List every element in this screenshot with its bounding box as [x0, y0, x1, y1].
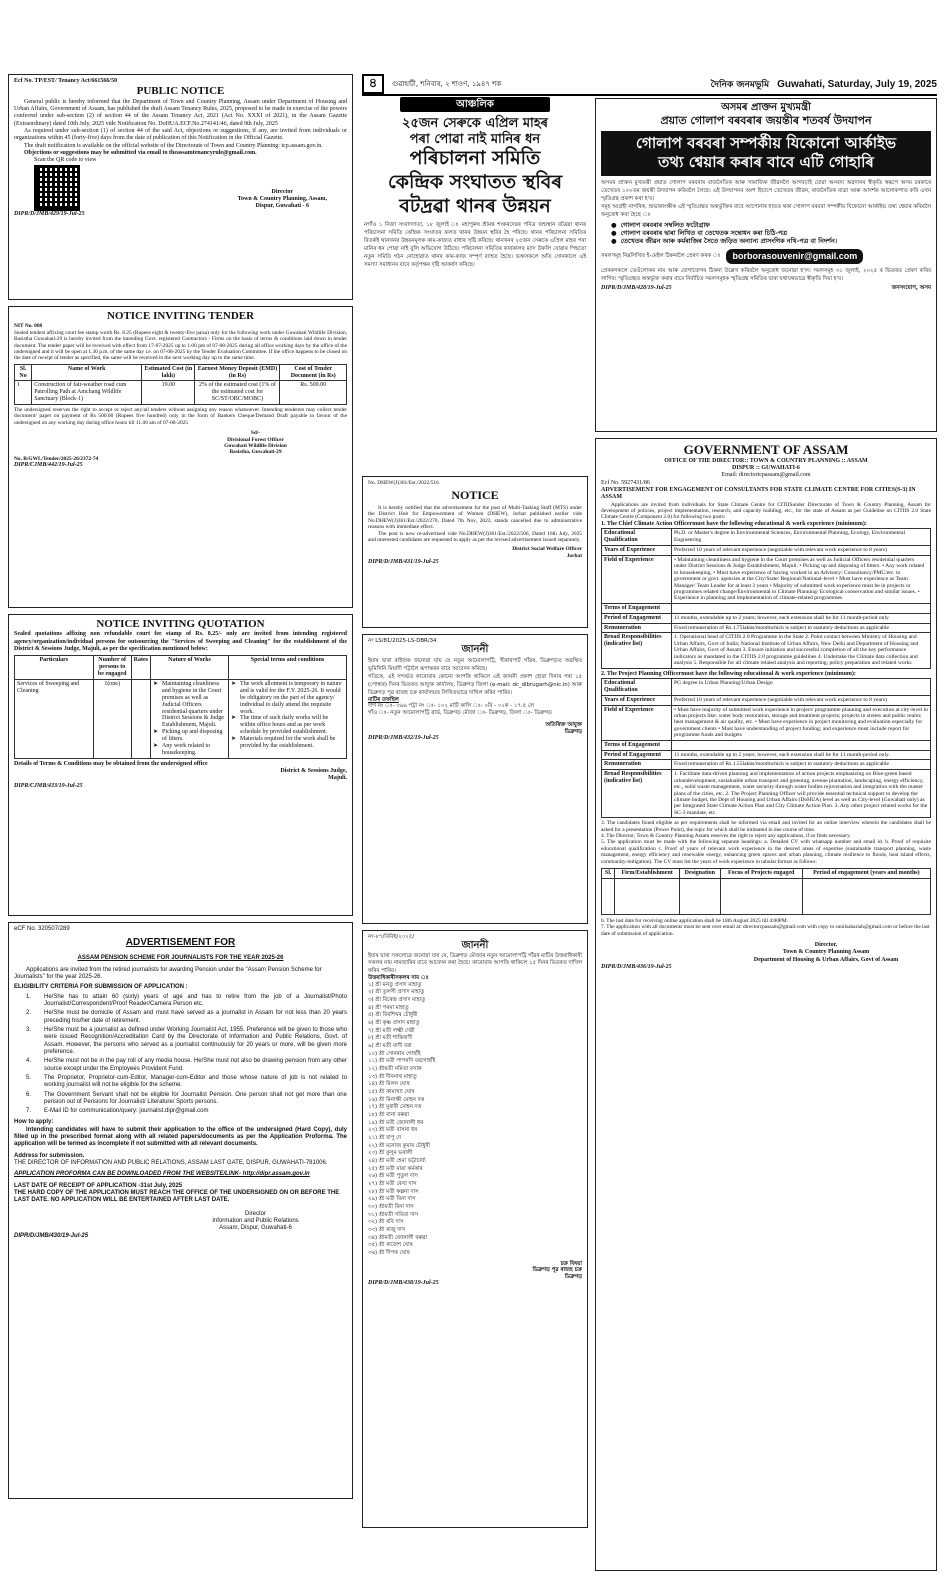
heir-item: ২৮) শ্ৰী মতী কল্পনা দাস [368, 1188, 419, 1195]
quotation-title: NOTICE INVITING QUOTATION [96, 618, 265, 630]
row-value: Ph.D. or Master's degree in Environmental Sciences, Environmental Planning, Ecology, Environmental Engineering [672, 529, 931, 546]
row-value [672, 603, 931, 613]
table-row [602, 760, 931, 770]
dhew-sign-2: Jorhat [566, 552, 582, 559]
quotation-notice [8, 614, 353, 916]
pension-last-date: LAST DATE OF RECEIPT OF APPLICATION -31st July, 2025 [14, 1182, 183, 1189]
janani2-sign-1: চক্ৰ বিষয়া [560, 1260, 582, 1267]
tender-sd: Sd/- [250, 430, 261, 437]
pension-sign-3: Assam, Dispur, Guwahati-6 [219, 1225, 292, 1232]
gov-title: GOVERNMENT OF ASSAM [683, 442, 849, 457]
pension-ref: eCF No. 320507/289 [14, 926, 70, 932]
archive-banner-2: তথ্য শ্বেয়াৰ কৰাৰ বাবে এটি গোহাৰি [658, 153, 874, 172]
heir-item: ২৫) শ্ৰী মতী মায়া কৰ্মকাৰ [368, 1165, 423, 1172]
headline-5: বটদ্ৰৱা থানৰ উন্নয়ন [399, 194, 551, 217]
gov-sign-1: Director, [814, 941, 838, 948]
table-row [602, 705, 931, 740]
post1-title: 1. The Chief Climate Action Officermust have the following educational & work experience (minimum): [601, 520, 867, 527]
criteria-text: He/She has to attain 60 (sixty) years of age and has to retire from the job of a Journalist/Photo Journalist/Correspondent/Proof Reader/Camera Person etc. [44, 993, 347, 1008]
row-label: Educational Qualification [602, 529, 672, 546]
gov-sign-2: Town & Country Planning Assam [782, 949, 870, 956]
govt-advertisement [595, 438, 937, 1571]
janani1-body2: গতিকে, এই সন্দৰ্ভত কাৰোবাৰ কোনো আপত্তি থাকিলে এই জাননী প্ৰকাশ হোৱা দিনাৰ পৰা ১৫ (পোন্ধৰ) দিনৰ ভিতৰত আযুক্ত কাৰ্যালয়, ডিব্ৰুগড় জিলা (e-mail: dc_dibrugarh@nic.in) আৰু ডিব্ৰুগড় পূৱ ৰাজহ চক্ৰ কাৰ্যালয়ত লিখিতভাৱে দাখিল কৰিব পাৰিব। [368, 673, 582, 696]
article-body: নগাঁও ১ নিজা সংবাদদাতা, ১৮ জুলাই ঃ মহাপুৰুষ শ্ৰীমন্ত শংকৰদেৱৰ পবিত্ৰ জন্মস্থান বটদ্ৰৱা থানৰ পৰিচালনা সমিতি কেন্দ্ৰিক সংঘাতৰ ফলত থানৰ উন্নয়ন স্থবিৰ হৈ পৰিছে। থানৰ পৰিচালনা সমিতিৰ বিতৰ্কই থানখনৰ উন্নয়নমূলক কাম-কাজত বাধাৰ সৃষ্টি কৰিছে। থানখনৰ ২৫জন সেৰুকে এপ্ৰিল মাহৰ পৰা মানিৰ ধন পোৱা নাই বুলি অভিযোগ উঠিছে। পৰিচালনা সমিতিৰ কাৰ্যকালৰ ম্যাদ উকলি যোৱাৰ পিছতো নতুন সমিতি গঠন নোহোৱাত থানৰ কাম-কাজ সম্পূৰ্ণ ব্যাহত হৈছে। ভক্তসকলে অতি সোনকালে এই সমস্যা সমাধানৰ বাবে কৰ্তৃপক্ষৰ দৃষ্টি আকৰ্ষণ কৰিছে। [364, 222, 586, 268]
date-bengali: গুৱাহাটী, শনিবাৰ, ২ শাওণ, ১৯৪৭ শক [392, 80, 502, 88]
janani1-body: ইয়াৰ দ্বাৰা ৰাইজক জনোৱা যায় যে নতুন আমোলাপট্টি, খীৰাৰপাৰ্ট গাঁৱৰ, ডিব্ৰুগড়ত অৱস্থিত ভূমিখিনি মিয়াদী পট্টালৈ ৰূপান্তৰৰ বাবে আবেদন কৰিছে। [368, 657, 582, 672]
gov-note: 4. The Director, Town & Country Planning Assam reserves the right to reject any applications, if so finds necessary. [601, 833, 851, 840]
janani2-dipr: DIPR/D/JMB/438/19-Jul-25 [368, 1279, 439, 1286]
janani-2 [362, 930, 588, 1528]
row-value: PG degree in Urban Planning/Urban Design [672, 678, 931, 695]
row-value: • Maintaining cleanliness and hygiene in the Court premises as well as Judicial Officers residential quarters under District Sessions & Judge Establishment, Majuli. • Picking up and disposing of litters. • Any work related to housekeeping. • Must have experience of having worked in an Advisory/ Consultancy/PMC/etc. to government or govt. agencies at the City/State/ Regional/National-level • Must have experience as Team Manager/ Team Leader for at least 3 years • Majority of submitted work experience must be in projects or programmes related change/Environmental to Climate Planning/ Ecological conservation and similar issues. • Experience in planning and implementation of climate-related programmes [672, 555, 931, 603]
criteria-number: 1. [26, 993, 32, 1000]
row-value: Fixed remuneration of Rs.1.75lakhs/monthwhich is subject to statutory deductions as applicable [672, 623, 931, 633]
janani-1 [362, 634, 588, 924]
archive-appeal [595, 98, 937, 432]
dhew-body-2: The post is now re-advertised vide No.DHEW(J)361/Est./2022/506, Dated 16th July, 2025 and interested candidates are requested to apply as per the revised advertisement issued separately. [368, 530, 582, 543]
gov-dipr: DIPR/D/JMB/436/19-Jul-25 [601, 963, 672, 970]
headline-4: কেন্দ্ৰিক সংঘাতত স্থবিৰ [387, 170, 563, 193]
archive-email[interactable]: borborasouvenir@gmail.com [726, 249, 863, 264]
heir-item: ৩৩) শ্ৰী ৰাজু দাস [368, 1227, 406, 1234]
heir-item: ১৭) শ্ৰী মুৰাৰী মোহন দত্ত [368, 1104, 422, 1111]
row-value: 1. Operational head of CITIIS 2.0 Programme in the State 2. Point contact between Ministry of Housing and Urban Affairs, Govt of India; National Institute of Urban Affairs, New Delhi and Department of Housing and Urban Affairs, Govt of Assam 3. Ensure initiation and successful completion of all the key performance indicators as mandated in the CITIIS 2.0 programme guidelines 4. Undertake the Climate data collection and analysis 5. Responsible for all climate related analysis and reporting; policy preparation and related works [672, 633, 931, 668]
notice-sign-1: Director [271, 188, 294, 195]
criteria-item [26, 1010, 347, 1025]
archive-bullet-0: গোলাপ বৰবৰাৰ সম্বলিত ফটোগ্ৰাফ [620, 221, 710, 230]
archive-body: অসমৰ প্ৰাক্তন মুখ্যমন্ত্ৰী প্ৰয়াত গোলাপ বৰবৰাৰ বাজনৈতিক আৰু সামাজিক জীৱনলৈ আগবঢ়াই যোৱা অনবদ্য অৱদানৰ স্বীকৃতি স্বৰূপে অসম চৰকাৰে তেখেতৰ ১০০তম জয়ন্তী উদযাপন কৰিবলৈ লৈছে। এই উদযাপনৰ অংশ হিচাপে তেখেতৰ জীৱন, ৰাজনৈতিক যাত্ৰা আৰু আদৰ্শক আলোকপাত কৰি এখন স্মৃতিগ্ৰন্থ প্ৰকাশ কৰা হ'ব। [601, 179, 931, 202]
heir-item: ৩১) শ্ৰীমতী সবিতা দাস [368, 1211, 419, 1218]
janani1-schedule: মাটিৰ তফছিল [368, 697, 399, 704]
table-row [602, 603, 931, 613]
janani1-title: জাননী [461, 644, 489, 656]
janani1-dag: দাগ নং ঃ- ৩৯৬ পট্টা নং ঃ- ১০২ মাটি কালি ঃ- ০বি - ০২ক - ১৭.৫ লে [368, 703, 535, 710]
row-label: Field of Experience [602, 555, 672, 603]
gov-email: Email: directortcpassam@gmail.com [721, 472, 811, 479]
tender-c3: 2% of the estimated cost (1% of the estimated cost for SC/ST/OBC/MOBC) [195, 381, 280, 405]
row-value: • Must have majority of submitted work experience in project/ programme planning and execution at city-level in urban projects like: water body restoration, storage and treatment projects; projects in streets and public realm; heat management & air quality, etc. • Must have experience in project monitoring and evaluation especially for government clients • Must have understanding of project funding; and experience must include report for programme funds and budgets [672, 705, 931, 740]
terms-0: The work allotment is temporary in nature and is valid for the F.Y. 2025-26. It would be obligatory on the part of the agency/ individual to daily attend the requisite work. [240, 681, 342, 715]
janani2-heirs-title: উত্তৰাধিকাৰীসকলৰ নাম ঃ [368, 975, 429, 982]
heir-item: ১) শ্ৰী মনতু প্ৰসাদ মাহাতু [368, 981, 422, 988]
tender-h3: Earnest Money Deposit (EMD) (in Rs) [195, 364, 280, 381]
heir-item: ২২) শ্ৰী মনোজ কুমাৰ চৌধুৰী [368, 1142, 430, 1149]
row-value: Preferred 10 years of relevant experience (negotiable with relevant work experience to 8 years) [672, 545, 931, 555]
headline-2: পৰা পোৱা নাই মানিৰ ধন [409, 131, 541, 147]
heir-item: ২৯) শ্ৰী মতী বিনা দাস [368, 1196, 416, 1203]
pension-intro: Applications are invited from the retired journalists for awarding Pension under the "Assam Pension Scheme for Journalists" for the year 2025-26. [14, 966, 322, 981]
quotation-h1: Number of persons to be engaged [93, 656, 131, 680]
gov-note: 3. The candidates found eligible as per requirements shall be informed via email and invited for an online interview wherein the candidates shall be asked for a presentation (Power Point), the topic for which shall be intimated in due course of time. [601, 820, 931, 833]
row-value: Preferred 10 years of relevant experience (negotiable with relevant work experience to 8 years) [672, 695, 931, 705]
pension-hardcopy: THE HARD COPY OF THE APPLICATION MUST REACH THE OFFICE OF THE UNDERSIGNED ON OR BEFORE THE LAST DATE. NO APPLICATION WILL BE ENTERTAINED AFTER LAST DATE. [14, 1189, 340, 1204]
heir-item: ৯) শ্ৰী মতী বাণী বৰা [368, 1043, 412, 1049]
table-row [602, 623, 931, 633]
dhew-dipr: DIPR/D/JMB/431/19-Jul-25 [368, 559, 439, 565]
tender-nit: NIT No. 008 [14, 323, 43, 330]
pension-dipr: DIPR/D/JMB/430/19-Jul-25 [14, 1232, 89, 1239]
tender-no: No. B/GWL/Tender/2025-26/2372-74 [14, 455, 99, 462]
janani2-title: জাননী [461, 940, 489, 952]
criteria-item [26, 1108, 347, 1115]
tender-c0: 1 [15, 381, 32, 405]
archive-bullet-2: তেখেতৰ জীৱন আৰু কৰ্মৰাজিৰ সৈতে জড়িত অন্যান্য প্ৰাসংগিক নথি-পত্ৰ বা নিদৰ্শন। [620, 236, 837, 245]
row-label: Years of Experience [602, 695, 672, 705]
tender-sign-1: Divisional Forest Officer [227, 436, 284, 443]
criteria-text: He/She must be domicile of Assam and must have served as a journalist in Assam for not less than 20 years preceding his/her date of retirement. [44, 1010, 347, 1024]
notice-para-3: The draft notification is available on the official website of the Directorate of Town and Country Planning: tcp.assam.gov.in. [24, 142, 323, 149]
heir-item: ৮) শ্ৰী মতী শান্তিৰাণী [368, 1035, 413, 1042]
heir-item: ৩) শ্ৰী বিৰেন্দ্ৰ প্ৰসাদ মাহাতু [368, 996, 426, 1003]
janani1-mouza: গাঁও ঃ- নতুন আমোলাপট্টি ৱাৰ্ড, ডিব্ৰুগড় মৌজা ঃ- ডিব্ৰুগড়, জিলা ঃ- ডিব্ৰুগড় [368, 709, 552, 716]
archive-body-2: সমূহ আগ্ৰহী নাগৰিক, শুভাকাংক্ষীক এই স্মৃতিগ্ৰন্থত অন্তৰ্ভুক্তিৰ বাবে আপোনাৰ হাতত থকা গোলাপ বৰবৰা সম্পৰ্কীয় যিকোনো আৰ্কাইভ তথ্য শ্বেয়াৰ কৰিবলৈ অনুৰোধ কৰা হৈছে ঃ [601, 203, 932, 219]
quotation-terms: ➤ The work allotment is temporary in nature and is valid for the F.Y. 2025-26. It would be obligatory on the part of the agency/ individual to daily attend the requisite work. ➤ The time of such daily works will be within office hours and as per work schedule by provided establishment. ➤ Materials required for the work shall be provided by the establishment. [229, 680, 347, 759]
row-label: Educational Qualification [602, 678, 672, 695]
gov-ecf: Ecf No. 5927431/86 [601, 479, 650, 486]
quotation-h2: Rates [131, 656, 150, 680]
pension-howto: Intending candidates will have to submit their application to the office of the undersigned (Hard Copy), duly filled up in the prescribed format along with all related papers/documents as per the Application Proforma. The application will be termed as incomplete if not submitted with all relevant documents. [14, 1126, 347, 1148]
tender-dipr: DIPR/CJMB/442/19-Jul-25 [14, 462, 83, 469]
news-article [362, 114, 588, 470]
archive-top-1: অসমৰ প্ৰাক্তন মুখ্যমন্ত্ৰী [721, 102, 811, 113]
nature-1: Picking up and disposing of litters. [162, 729, 223, 743]
table-row [602, 545, 931, 555]
heir-item: ২৬) শ্ৰী মতী পুতুল দাস [368, 1173, 418, 1180]
row-label: Field of Experience [602, 705, 672, 740]
criteria-text: He/She must not be in the pay roll of any media house. He/She must not also be drawing pension from any other source except under the Employees Provident Fund. [44, 1058, 347, 1072]
gov-sign-3: Department of Housing & Urban Affairs, Govt of Assam [753, 956, 899, 963]
criteria-number: 7. [26, 1108, 32, 1115]
table-row [602, 750, 931, 760]
tender-c4: Rs. 500.00 [280, 381, 347, 405]
row-label: Period of Engagement [602, 750, 672, 760]
gov-adv: ADVERTISEMENT FOR ENGAGEMENT OF CONSULTANTS FOR STATE CLIMATE CENTRE FOR CITIES(S-3) IN ASSAM [601, 487, 916, 501]
experience-table [601, 868, 931, 915]
date-english: Guwahati, Saturday, July 19, 2025 [777, 78, 937, 90]
public-notice [8, 74, 353, 300]
archive-email-label: সমলসমূহ নিম্নলিখিত ই-মেইল ঠিকনালৈ প্ৰেৰণ কৰক ঃ [601, 252, 721, 259]
table-row [602, 555, 931, 603]
table-row [602, 695, 931, 705]
pension-howto-title: How to apply: [14, 1119, 54, 1126]
heir-item: ৬) শ্ৰী কৃষ্ণ প্ৰসাদ মাহাতু [368, 1019, 420, 1026]
column-middle [362, 114, 588, 1534]
notice-sign-2: Town & Country Planning, Assam, [237, 195, 327, 202]
tender-body: Sealed tenders affixing court fee stamp worth Rs. 8.25 (Rupees eight & twenty-five paisa) only for the following work under Guwahati Wildlife Division, Basistha Guwahati-29 is hereby invited from the intending Govt. registered Contractors / Firms on the basis of terms & conditions laid down in tender document. The tender paper will be received with effect from 17-07-2025 up to 1.00 pm of 07-08-2025 during all office working days by the office of the undersigned and it will be open at 1.30 p.m. of the same day i.e. on 07-08-2025 by the Tender Evaluation Committee. If the office happens to be closed on the date of receipt of tender as specified, the same will be received in the next working day up to the same time. [14, 329, 347, 362]
gov-note-6: 6. The last date for receiving online application shall be 18th August 2025 till 4:00PM. [601, 917, 789, 924]
bullet-icon: ● [611, 228, 617, 237]
row-value: Fixed remuneration of Rs.1.55lakhs/monthwhich is subject to statutory deductions as applicable [672, 760, 931, 770]
tender-notice [8, 306, 353, 608]
archive-dipr: DIPR/D/JMB/428/19-Jul-25 [601, 284, 672, 291]
archive-dept: জনসংযোগ, অসম [891, 284, 931, 291]
row-label: Years of Experience [602, 545, 672, 555]
quotation-h0: Particulars [15, 656, 94, 680]
notice-ref: Ecf No. TP/EST/ Tenancy Act/661566/50 [14, 78, 118, 84]
notice-sign-3: Dispur, Guwahati - 6 [255, 203, 309, 210]
criteria-item [26, 1075, 347, 1090]
criteria-number: 5. [26, 1074, 32, 1081]
exp-h4: Period of engagement (years and months) [802, 868, 930, 878]
criteria-text: The Proprietor, Proprietor-cum-Editor, Manager-cum-Editor and those whose nature of job is not related to working journalist will not be eligible for the scheme. [44, 1074, 347, 1089]
row-label: Period of Engagement [602, 613, 672, 623]
quotation-nature: ➤ Maintaining cleanliness and hygiene in the Court premises as well as Judicial Officers residential quarters under District Sessions & Judge Establishment, Majuli. ➤ Picking up and disposing of litters. ➤ Any work related to housekeeping. [151, 680, 229, 759]
nature-0: Maintaining cleanliness and hygiene in the Court premises as well as Judicial Officers residential quarters under District Sessions & Judge Establishment, Majuli. [162, 681, 224, 729]
table-row [602, 613, 931, 623]
quotation-table [14, 655, 347, 758]
notice-title: PUBLIC NOTICE [136, 85, 225, 98]
paper-name: দৈনিক জনমভূমি [710, 79, 770, 90]
page-number: ৪ [362, 74, 384, 94]
terms-1: The time of such daily works will be within office hours and as per work schedule by provided establishment. [240, 715, 329, 736]
bullet-icon: ● [611, 221, 617, 230]
janani1-dipr: DIPR/D/JMB/432/19-Jul-25 [368, 734, 439, 741]
heir-item: ১২) শ্ৰীমতী নমিতা বসাক [368, 1066, 422, 1073]
row-label: Broad Responsibilities (indicative list) [602, 633, 672, 668]
notice-dipr: DIPR/D/JMB/429/19-Jul-25 [14, 210, 85, 217]
janani1-sign-1: অতিৰিক্ত আযুক্ত [545, 722, 582, 729]
bullet-icon: ● [611, 236, 617, 245]
heir-item: ২৩) শ্ৰী কুসুম ভৰালী [368, 1150, 413, 1157]
pension-proforma-link[interactable]: APPLICATION PROFORMA CAN BE DOWNLOADED FROM THE WEBSITE/LINK- http://dipr.assam.gov.in [14, 1171, 310, 1178]
criteria-number: 2. [26, 1010, 32, 1017]
criteria-number: 6. [26, 1091, 32, 1098]
criteria-item [26, 1092, 347, 1107]
heir-item: ৩৫) শ্ৰী ৰাজেশ ঘোষ [368, 1242, 413, 1249]
janani2-no: নং-৮৭/বিবিধ/২০২৫/ [368, 934, 415, 940]
post2-title: 2. The Project Planning Officermust have the following educational & work experience (minimum): [601, 670, 856, 677]
notice-para-2: As required under sub-section (1) of section 44 of the said Act, objections or suggestions, if any, are invited from individuals or organizations within 45 (forty-five) days from the date of publication of this Notification in the Official Gazette. [14, 127, 347, 142]
row-value: 1. Facilitate data-driven planning and implementation of action projects emphasizing on Blue-green based urbandevelopment, sustainable urban transport and greening, avenue plantation, landscaping, energy efficiency, etc., solid waste management, water security through water bodies rejuvenation and integration with the master plans of the cities, etc. 2. The Project Planning Officer will provide essential technical support to develop the climate budget, the Dept of Housing and Urban Affairs (DoHUA) level as well as City-level (Guwahati only) as per Integrated State Climate Action Plan and City Climate Action Plan. 3. Any other project related works for the SC-3 mandate, etc. [672, 770, 931, 818]
janani1-no: নং LS/81/2025-LS-DBR/34 [368, 638, 437, 644]
janani2-body: ইয়াৰ দ্বাৰা সকলোৱে জনোৱা যায় যে, ডিব্ৰুগড় মৌজাৰ নতুন আমোলাপট্টি গাঁৱৰ মাটিৰ উত্তৰাধিকাৰী সকলৰ নাম নামজাৰিৰ বাবে আবেদন কৰা হৈছে। কাৰোবাৰ আপত্তি থাকিলে ১৫ দিনৰ ভিতৰত দাখিল কৰিব পাৰিব। [368, 952, 582, 974]
headline-1: ২৫জন সেৰুকে এপ্ৰিল মাহৰ [402, 116, 548, 131]
janani1-sign-2: ডিব্ৰুগড় [564, 728, 582, 735]
row-label: Remuneration [602, 760, 672, 770]
notice-para-1: General public is hereby informed that the Department of Town and Country Planning, Assam under Department of Housing and Urban Affairs, Government of Assam, has published the draft Assam Tenancy Rules, 2025, proposed to be made in exercise of the powers conferred under sub-section (2) of section 44 of the Assam Tenancy Act, 2021 (Act No. XXXI of 2021), in the Assam Gazette (Extraordinary) dated 10th July, 2025 vide Notification No. DoHUA.ECF.No.274141/46, dated 9th July, 2025 [14, 98, 347, 127]
row-label: Terms of Engagement [602, 603, 672, 613]
quotation-h3: Nature of Works [151, 656, 229, 680]
tender-h1: Name of Work [32, 364, 142, 381]
gov-place: DISPUR :: GUWAHATI-6 [732, 465, 800, 472]
dhew-notice [362, 476, 588, 628]
gov-notes [601, 820, 931, 865]
column-right [595, 98, 937, 1577]
tender-c1: Construction of fair-weather road cum Patrolling Path at Amchang Wildlife Sanctuary (Block-1) [32, 381, 142, 405]
tender-sign-3: Basistha, Guwahati-29 [229, 449, 282, 456]
dhew-sign-1: District Social Welfare Officer [512, 546, 582, 553]
exp-h2: Designation [680, 868, 721, 878]
quotation-sign-1: District & Sessions Judge, [280, 768, 347, 775]
heir-item: ১০) শ্ৰী সোনৰাম গোহাঁই [368, 1050, 421, 1057]
heir-item: ২৪) শ্ৰী মতী হেমা ভট্টাচাৰ্য্য [368, 1158, 426, 1165]
heir-item: ১৯) শ্ৰী মতী জোনালী ধৰ [368, 1119, 424, 1126]
row-label: Terms of Engagement [602, 740, 672, 750]
archive-bullet-1: গোলাপ বৰবৰাৰ দ্বাৰা লিখিত বা তেখেতক সম্বোধন কৰা চিঠি-পত্ৰ [620, 228, 788, 237]
heir-item: ১৫) শ্ৰী কামাখ্যা ঘোষ [368, 1089, 415, 1096]
nature-2: Any work related to housekeeping. [162, 743, 211, 756]
quotation-rate [131, 680, 150, 759]
heir-item: ৩২) শ্ৰী ৰবি দাস [368, 1219, 404, 1226]
tender-table [14, 364, 347, 405]
table-row [602, 633, 931, 668]
post2-table [601, 678, 931, 818]
criteria-text: He/She must be a journalist as defined under Working Journalist Act, 1955. Preference will be given to those who were issued Recognition/Accreditation Card by the Directorate of Information and Public Relations, Govt. of Assam. However, the persons who served as a journalist continuously for 20 years or more, will be given more preference. [44, 1027, 347, 1055]
table-row [602, 770, 931, 818]
heir-item: ৩৪) শ্ৰীমতী জোনালী বৰুৱা [368, 1234, 428, 1241]
section-banner: আঞ্চলিক [400, 97, 550, 112]
exp-h3: Focus of Projects engaged [720, 868, 802, 878]
notice-para-4: Objections or suggestions may be submitted via email to theassamtenancyrule@gmail.com. [24, 149, 257, 156]
pension-advertisement [8, 922, 353, 1499]
gov-note-7: 7. The application with all documents must be sent over email at: directorcpassam@gmail.com with copy to sunilsahariah@gmail.com or before the last date of submission of application. [601, 924, 930, 937]
row-label: Remuneration [602, 623, 672, 633]
janani2-sign-3: ডিব্ৰুগড় [564, 1273, 582, 1280]
quotation-number: 1(one) [93, 680, 131, 759]
post1-table [601, 528, 931, 668]
headline-3: পৰিচালনা সমিতি [409, 147, 541, 170]
pension-title: ADVERTISEMENT FOR [125, 937, 236, 949]
table-row [602, 529, 931, 546]
quotation-particular: Services of Sweeping and Cleaning [15, 680, 94, 759]
row-value [672, 740, 931, 750]
tender-sign-2: Guwahati Wildlife Division [224, 442, 287, 449]
criteria-item [26, 1027, 347, 1056]
heir-item: ২) শ্ৰী তুলসী প্ৰসাদ মাহাতু [368, 989, 425, 996]
quotation-details: Details of Terms & Conditions may be obtained from the undersigned office [14, 760, 208, 767]
criteria-item [26, 994, 347, 1009]
dhew-title: NOTICE [451, 488, 499, 503]
row-value: 11 months, extendable up to 2 years; however, each extension shall be for 11 month-period only. [672, 613, 931, 623]
criteria-text: E-Mail ID for communication/query: journalist.dipr@gmail.com [44, 1108, 209, 1115]
heir-item: ২০) শ্ৰী মতী বাসনা ধৰ [368, 1127, 418, 1134]
heir-item: ১৩) শ্ৰী দীননাথ মাহাতু [368, 1073, 417, 1080]
terms-2: Materials required for the work shall be provided by the establishment. [240, 736, 336, 750]
masthead [362, 74, 937, 96]
heir-item: ২১) শ্ৰী বাপু দে [368, 1135, 402, 1142]
heir-item: ৩০) শ্ৰীমতী বিনা দাস [368, 1204, 414, 1211]
pension-address-title: Address for submission. [14, 1152, 85, 1159]
heir-item: ১৬) শ্ৰী মিনাক্ষী মোহন দত্ত [368, 1096, 425, 1103]
heir-item: ১১) শ্ৰী মতী পাপৰণি বৰগোহাঁই [368, 1058, 436, 1065]
criteria-number: 4. [26, 1058, 32, 1065]
quotation-dipr: DIPR/CJMB/433/19-Jul-25 [14, 782, 83, 789]
pension-criteria-title: ELIGIBILITY CRITERIA FOR SUBMISSION OF APPLICATION : [14, 984, 188, 991]
tender-h4: Cost of Tender Document (in Rs) [280, 364, 347, 381]
janani2-sign-2: ডিব্ৰুগড় পূৱ ৰাজহ চক্ৰ [532, 1267, 582, 1274]
pension-criteria-list [14, 994, 347, 1116]
archive-top-2: প্ৰয়াত গোলাপ বৰবৰাৰ জয়ন্তীৰ শতবৰ্ষ উদযাপন [660, 114, 872, 128]
dhew-body-1: It is hereby notified that the advertisement for the post of Multi-Tasking Staff (MTS) under the District Hub for Empowerment of Women (DHEW), Jorhat published earlier vide No.DHEW(J)361/Est./2022/270, Dated 7th Nov, 2023, stands cancelled due to administrative reasons with immediate effect. [368, 505, 582, 531]
gov-office: OFFICE OF THE DIRECTOR:: TOWN & COUNTRY PLANNING :: ASSAM [664, 457, 868, 464]
row-label: Broad Responsibilities (indicative list) [602, 770, 672, 818]
quotation-sign-2: Majuli. [328, 775, 347, 782]
tender-footer: The undersigned reserves the right to accept or reject any/all tenders without assigning any reason whatsoever. Intending tenderers may collect tender document/ paper on payment of Rs 500.00 (Rupees five hundred) only in the form of Bankers Cheque/Demand Draft payable in favour of the undersigned on any working day during office hours till 11.00 am of 07-08-2025 [14, 407, 347, 426]
table-row [602, 740, 931, 750]
qr-label: Scan the QR code to view [34, 157, 97, 164]
gov-intro: Applications are invited from individuals for State Climate Centre for CITIISunder Directorate of Town & Country Planning, Assam for development of policies, project implementation, research, and capacity building, etc., for the state of Assam as per Guideline on CITIIS 2.0 State Climate Centre (Component 2.0) for following two posts: [601, 501, 931, 521]
heir-item: ৭) শ্ৰী মতী লক্ষ্মী দেৱী [368, 1027, 415, 1034]
dhew-no: No. DHEW(J)361/Est./2022/516 [368, 480, 439, 486]
heir-item: ৩৬) শ্ৰী দীপক ঘোষ [368, 1250, 410, 1257]
quotation-h4: Special terms and conditions [229, 656, 347, 680]
table-row [602, 678, 931, 695]
heirs-list [368, 982, 582, 1258]
criteria-number: 3. [26, 1027, 32, 1033]
exp-h0: Sl. [602, 868, 615, 878]
gov-note: 5. The application must be made with the following separate headings: a. Detailed CV with whatsapp number and email id. b. Proof of requisite educational qualification c. Proof of years of relevant work experience in the desired areas of expertise (sustainable transport planning, waste management, energy efficiency and renewable energy, enhancing green spaces and urban planning, climate resilience to floods, heat island effects, community-mitigation). The CV must list the years of work experience in tabular format as follows: [601, 839, 931, 865]
pension-address: THE DIRECTOR OF INFORMATION AND PUBLIC RELATIONS, ASSAM LAST GATE, DISPUR, GUWAHATI-781006. [14, 1160, 328, 1166]
column-left [8, 74, 353, 1505]
criteria-text: The Government Servant shall not be eligible for Journalist Pension. One person shall not get more than one pension out of Pensions for Journalist/ Literature/ Sports persons. [44, 1091, 347, 1105]
tender-c2: 19.00 [142, 381, 195, 405]
heir-item: ১৪) শ্ৰী মিলন ঘোষ [368, 1081, 410, 1088]
heir-item: ২৭) শ্ৰী মতী ৰেখা দাস [368, 1181, 417, 1188]
pension-subtitle: ASSAM PENSION SCHEME FOR JOURNALISTS FOR THE YEAR 2025-26 [77, 954, 284, 961]
heir-item: ১৮) শ্ৰী বানা বৰুৱা [368, 1112, 409, 1119]
tender-title: NOTICE INVITING TENDER [106, 310, 255, 322]
exp-h1: Firm/Establishment [615, 868, 680, 878]
heir-item: ৫) শ্ৰী বিৰশিখৰ চৌধুৰী [368, 1012, 418, 1019]
row-value: 11 months, extendable up to 2 years; however, each extension shall be for 11 month-period only. [672, 750, 931, 760]
quotation-body: Sealed quotations affixing non refundable court fee stamp of Rs. 8.25/- only are invited from intending registered agency/organization/individual persons for outsourcing the "Services of Sweeping and Cleaning" for the establishment of the District & Sessions Judge, Majuli, as per the specification mentioned below: [14, 631, 347, 653]
criteria-item [26, 1058, 347, 1073]
archive-banner-1: গোলাপ বৰবৰা সম্পৰ্কীয় যিকোনো আৰ্কাইভ [635, 133, 897, 152]
tender-h0: Sl. No [15, 364, 32, 381]
pension-sign-1: Director [244, 1210, 266, 1217]
archive-body-3: প্ৰেৰকসকলে তেওঁলোকৰ নাম আৰু যোগাযোগৰ ঠিকনা উল্লেখ কৰিবলৈ অনুৰোধ জনোৱা হ'ল। সমলসমূহ ৩১ জুলাই, ২০২৫ ৰ ভিতৰত প্ৰেৰণ কৰিব লাগিব। স্মৃতিগ্ৰন্থত অন্তৰ্ভুক্ত কৰাৰ বাবে নিৰ্বাচিত সমলসমূহক স্মৃতিগ্ৰন্থ সমিতিৰ দ্বাৰা যথাযথভাৱে স্বীকৃতি দিয়া হ'ব। [601, 267, 931, 282]
heir-item: ৪) শ্ৰী পৰমা মাহাতু [368, 1004, 409, 1011]
pension-sign-2: Information and Public Relations [212, 1217, 299, 1224]
qr-code-icon[interactable] [34, 165, 80, 211]
tender-h2: Estimated Cost (in lakh) [142, 364, 195, 381]
